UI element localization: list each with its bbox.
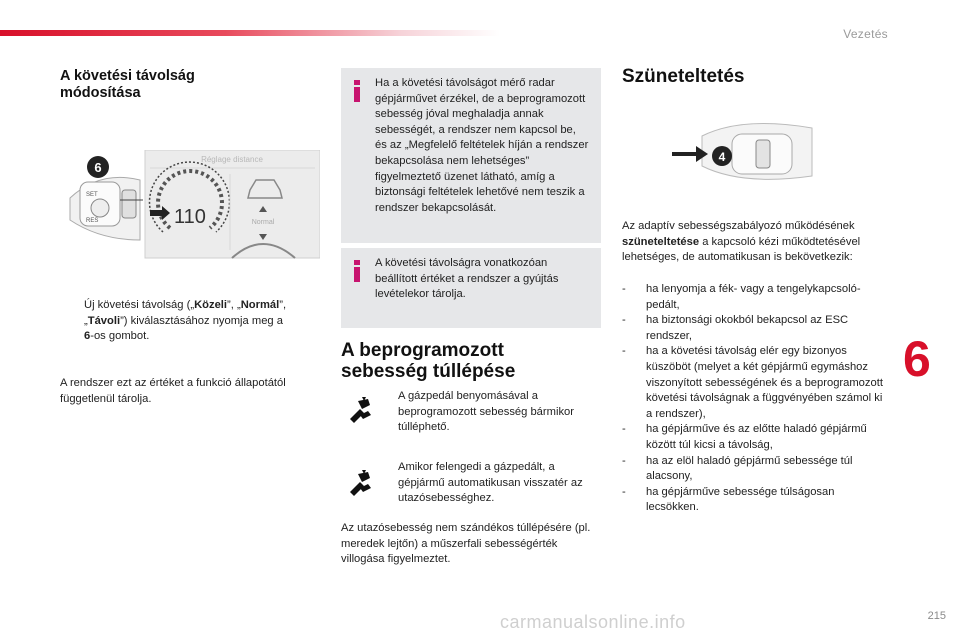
page-number: 215 — [927, 610, 946, 622]
pause-heading: Szüneteltetés — [622, 66, 745, 87]
list-item: - ha gépjárműve és az előtte haladó gépjármű között túl kicsi a távolság, — [622, 423, 867, 451]
info-text-memory: A követési távolságra vonatkozóan beállított értéket a rendszer a gyújtás levételekor tárolja. — [375, 257, 559, 301]
distance-adjust-figure — [60, 150, 320, 260]
pedal-text-release: Amikor felengedi a gázpedált, a gépjármű automatikusan visszatér az utazósebességhez. — [398, 461, 583, 505]
left-heading — [60, 68, 320, 102]
svg-text:SET: SET — [86, 192, 98, 198]
left-heading-line1: A követési távolság — [60, 68, 195, 84]
list-item: - ha biztonsági okokból bekapcsol az ESC rendszer, — [622, 314, 849, 342]
accelerator-release-icon — [344, 468, 374, 498]
watermark: carmanualsonline.info — [500, 612, 686, 632]
overspeed-warning: Az utazósebesség nem szándékos túllépésére (pl. meredek lejtőn) a műszerfali sebességérték villogása figyelmeztet. — [341, 522, 591, 566]
info-text-radar: Ha a követési távolságot mérő radar gépjárművet érzékel, de a beprogramozott sebesség jóval meghaladja annak sebességét, a rendszer nem kapcsol be, és az „Megfelelő feltételek híján a rendszer bekapcsolása nem lehetséges” figyelmeztető üzenet látható, amíg a biztonsági feltételek lehetővé nem teszik a rendszer bekapcsolását. — [375, 77, 589, 214]
screen-mode: Normal — [251, 219, 275, 226]
distance-select-step: Új követési távolság („Közeli”, „Normál”, „Távoli”) kiválasztásához nyomja meg a 6-os gombot. — [84, 299, 287, 343]
svg-text:RES: RES — [86, 218, 99, 224]
section-name: Vezetés — [843, 27, 888, 41]
figure-badge-6: 6 — [94, 160, 102, 175]
pedal-text-press: A gázpedál benyomásával a beprogramozott sebesség bármikor túlléphető. — [398, 390, 574, 434]
left-note: A rendszer ezt az értéket a funkció állapotától függetlenül tárolja. — [60, 377, 286, 405]
figure-badge-4: 4 — [718, 150, 726, 164]
info-icon — [353, 80, 361, 102]
header-accent-bar — [0, 30, 500, 36]
pause-switch-figure — [672, 116, 822, 186]
list-item: - ha a követési távolság elér egy bizonyos küszöböt (melyet a két gépjármű egymáshoz viszonyított sebességének és a beprogramozott követési távolságnak a függvényében számol ki a rendszer), — [622, 345, 883, 420]
pause-intro: Az adaptív sebességszabályozó működésének szüneteltetése a kapcsoló kézi működtetésével lehetséges, de automatikusan is bekövetkezik: — [622, 220, 861, 264]
list-item: - ha az elöl haladó gépjármű sebessége túl alacsony, — [622, 454, 853, 483]
pause-conditions-list — [622, 282, 884, 516]
overspeed-heading: A beprogramozott sebesség túllépése — [341, 340, 516, 382]
screen-title: Réglage distance — [201, 155, 263, 164]
left-heading-line2: módosítása — [60, 85, 141, 101]
info-box-memory — [341, 248, 601, 328]
chapter-number: 6 — [903, 331, 931, 387]
screen-speed: 110 — [174, 206, 206, 228]
list-item: - ha lenyomja a fék- vagy a tengelykapcsoló-pedált, — [622, 283, 861, 311]
accelerator-press-icon — [344, 395, 374, 425]
list-item: - ha gépjárműve sebessége túlságosan lecsökken. — [622, 485, 835, 514]
info-icon — [353, 260, 361, 282]
info-box-radar — [341, 68, 601, 243]
